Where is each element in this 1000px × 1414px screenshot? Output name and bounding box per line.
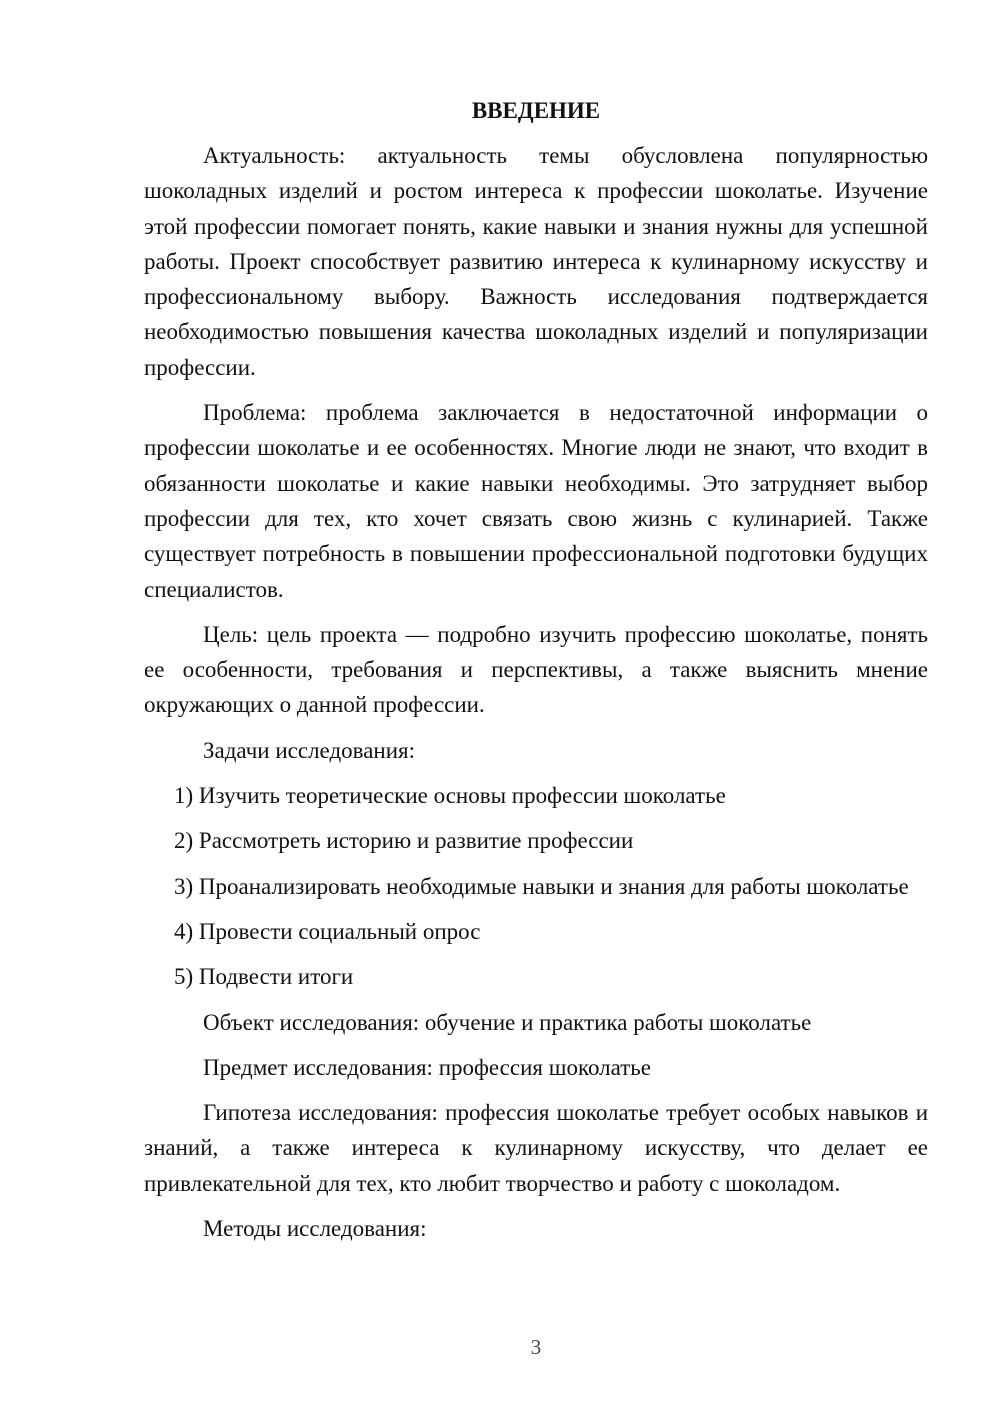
task-item-4: 4) Провести социальный опрос [174,918,481,944]
task-item-1: 1) Изучить теоретические основы профессии шоколатье [174,783,726,809]
paragraph-relevance: Актуальность: актуальность темы обусловлена популярностью шоколадных изделий и ростом интереса к профессии шоколатье. Изучение этой профессии помогает понять, какие навыки и знания нужны для успешной работы. Проект способствует развитию интереса к кулинарному искусству и профессиональному выбору. Важность исследования подтверждается необходимостью повышения качества шоколадных изделий и популяризации профессии. [144,143,928,380]
page-content [144,93,928,1256]
paragraph-subject: Предмет исследования: профессия шоколатье [203,1054,651,1080]
paragraph-object: Объект исследования: обучение и практика работы шоколатье [203,1009,812,1035]
paragraph-hypothesis: Гипотеза исследования: профессия шоколатье требует особых навыков и знаний, а также интереса к кулинарному искусству, что делает ее привлекательной для тех, кто любит творчество и работу с шоколадом. [144,1100,928,1196]
paragraph-problem: Проблема: проблема заключается в недостаточной информации о профессии шоколатье и ее особенностях. Многие люди не знают, что входит в обязанности шоколатье и какие навыки необходимы. Это затрудняет выбор профессии для тех, кто хочет связать свою жизнь с кулинарией. Также существует потребность в повышении профессиональной подготовки будущих специалистов. [144,400,928,602]
task-item-3: 3) Проанализировать необходимые навыки и знания для работы шоколатье [174,873,909,899]
task-item-2: 2) Рассмотреть историю и развитие профессии [174,828,634,854]
paragraph-goal: Цель: цель проекта — подробно изучить профессию шоколатье, понять ее особенности, требования и перспективы, а также выяснить мнение окружающих о данной профессии. [144,621,928,718]
paragraph-methods: Методы исследования: [203,1216,427,1242]
task-item-5: 5) Подвести итоги [174,964,354,990]
page-number: 3 [530,1335,542,1359]
paragraph-tasks-intro: Задачи исследования: [203,737,416,763]
section-heading: ВВЕДЕНИЕ [471,98,601,123]
